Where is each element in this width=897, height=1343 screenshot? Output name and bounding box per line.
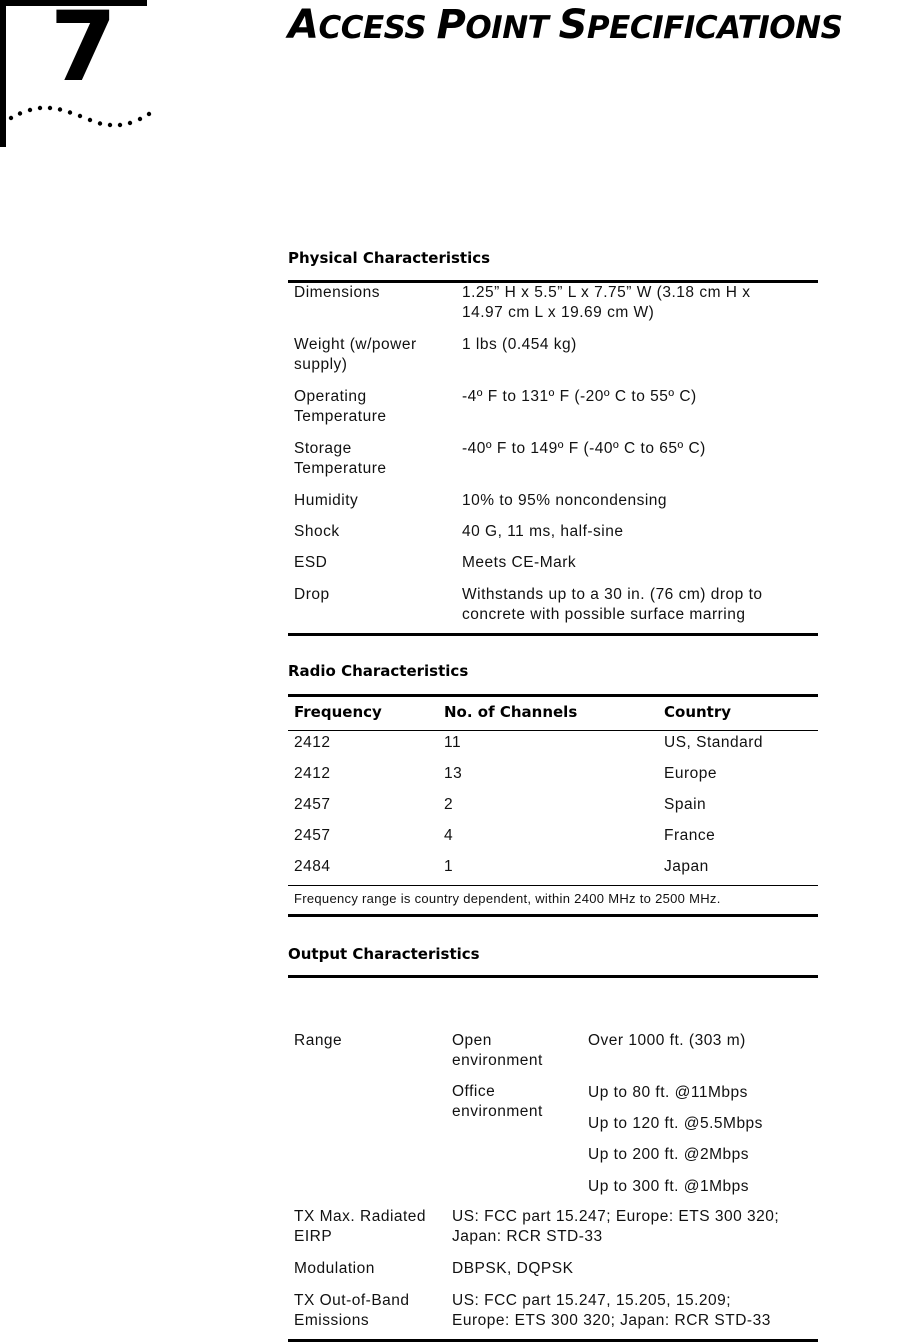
label: ESD [294, 554, 328, 571]
value: 1 lbs (0.454 kg) [462, 336, 577, 353]
environment: environment [452, 1103, 543, 1120]
value: Meets CE-Mark [462, 554, 577, 571]
cell: 2412 [294, 765, 331, 782]
label: TX Max. Radiated [294, 1208, 427, 1225]
cell: 2457 [294, 796, 331, 813]
label: Dimensions [294, 284, 380, 301]
cell: France [664, 827, 716, 844]
value: Up to 80 ft. @11Mbps [588, 1084, 748, 1101]
label: EIRP [294, 1228, 333, 1245]
chapter-title: ACCESS POINT SPECIFICATIONS [288, 2, 843, 48]
column-header: No. of Channels [444, 703, 578, 721]
rule [288, 885, 818, 886]
value: Up to 200 ft. @2Mbps [588, 1146, 750, 1163]
value: -4º F to 131º F (-20º C to 55º C) [462, 388, 697, 405]
value: US: FCC part 15.247; Europe: ETS 300 320; [452, 1208, 780, 1225]
value: 10% to 95% noncondensing [462, 492, 668, 509]
value: concrete with possible surface marring [462, 606, 746, 623]
rule [288, 694, 818, 697]
label: Storage [294, 440, 352, 457]
cell: 2484 [294, 858, 331, 875]
value: Europe: ETS 300 320; Japan: RCR STD-33 [452, 1312, 771, 1329]
column-header: Frequency [294, 703, 382, 721]
label: Shock [294, 523, 340, 540]
cell: 11 [444, 734, 462, 751]
cell: 13 [444, 765, 463, 782]
label: supply) [294, 356, 348, 373]
label: Emissions [294, 1312, 370, 1329]
rule [288, 914, 818, 917]
value: DBPSK, DQPSK [452, 1260, 574, 1277]
rule [288, 1339, 818, 1342]
section-heading-physical: Physical Characteristics [288, 249, 491, 267]
cell: Japan [664, 858, 709, 875]
section-heading-radio: Radio Characteristics [288, 662, 469, 680]
value: Up to 300 ft. @1Mbps [588, 1178, 750, 1195]
environment: environment [452, 1052, 543, 1069]
environment: Open [452, 1032, 492, 1049]
label: Temperature [294, 460, 387, 477]
value: 14.97 cm L x 19.69 cm W) [462, 304, 655, 321]
value: Up to 120 ft. @5.5Mbps [588, 1115, 763, 1132]
cell: Europe [664, 765, 717, 782]
cell: 2412 [294, 734, 331, 751]
cell: 1 [444, 858, 454, 875]
value: 40 G, 11 ms, half-sine [462, 523, 624, 540]
value: -40º F to 149º F (-40º C to 65º C) [462, 440, 706, 457]
cell: 2457 [294, 827, 331, 844]
cell: 4 [444, 827, 454, 844]
label: Drop [294, 586, 330, 603]
value: Japan: RCR STD-33 [452, 1228, 603, 1245]
label: Weight (w/power [294, 336, 417, 353]
rule [288, 730, 818, 731]
label: Modulation [294, 1260, 375, 1277]
cell: 2 [444, 796, 454, 813]
environment: Office [452, 1083, 496, 1100]
label: Temperature [294, 408, 387, 425]
value: Withstands up to a 30 in. (76 cm) drop to [462, 586, 763, 603]
dotted-wave-decoration [0, 100, 160, 135]
label: Range [294, 1032, 343, 1049]
value: 1.25” H x 5.5” L x 7.75” W (3.18 cm H x [462, 284, 751, 301]
rule [288, 975, 818, 978]
label: TX Out-of-Band [294, 1292, 410, 1309]
label: Humidity [294, 492, 359, 509]
table-note: Frequency range is country dependent, within 2400 MHz to 2500 MHz. [294, 891, 721, 906]
cell: US, Standard [664, 734, 764, 751]
cell: Spain [664, 796, 707, 813]
section-heading-output: Output Characteristics [288, 945, 480, 963]
rule [288, 633, 818, 636]
value: Over 1000 ft. (303 m) [588, 1032, 746, 1049]
column-header: Country [664, 703, 732, 721]
value: US: FCC part 15.247, 15.205, 15.209; [452, 1292, 732, 1309]
chapter-number: 7 [50, 0, 117, 103]
label: Operating [294, 388, 367, 405]
